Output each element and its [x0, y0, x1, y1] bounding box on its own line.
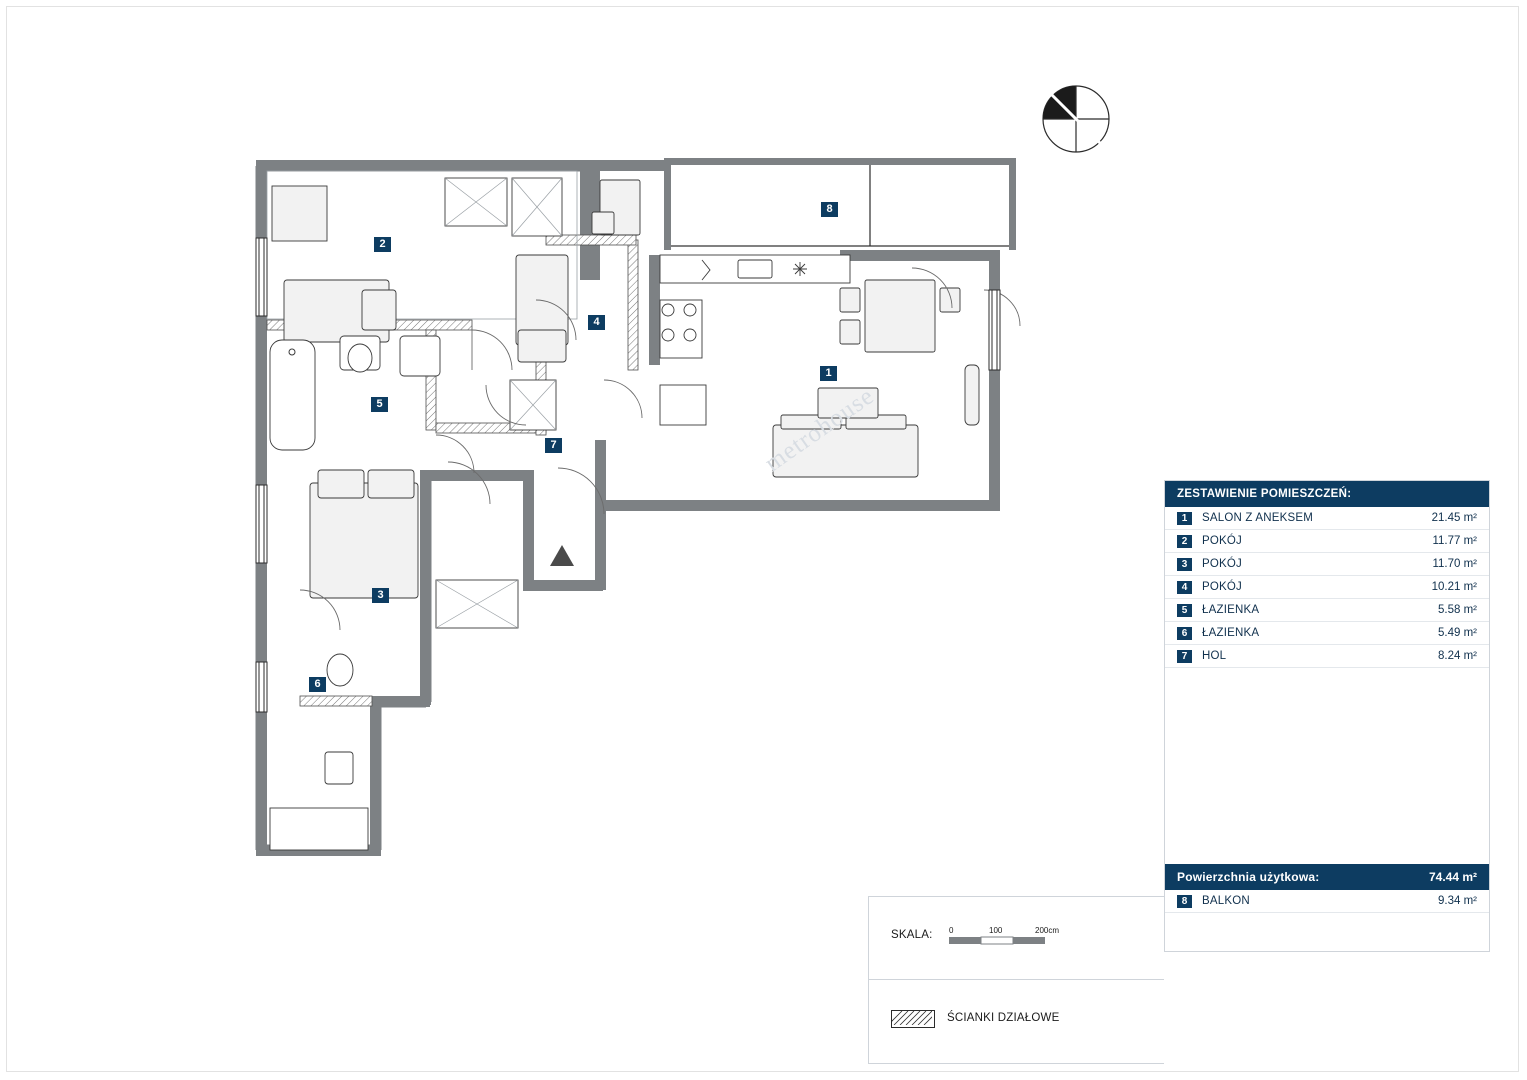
- row-number: 3: [1177, 558, 1192, 571]
- room-badge-2: 2: [374, 237, 391, 252]
- room-name: POKÓJ: [1202, 581, 1242, 593]
- room-badge-5: 5: [371, 397, 388, 412]
- room-area: 10.21 m²: [1431, 581, 1477, 593]
- room-area: 5.49 m²: [1438, 627, 1477, 639]
- table-row: [1165, 553, 1489, 576]
- room-area: 11.70 m²: [1432, 558, 1477, 570]
- room-badge-3: 3: [372, 588, 389, 603]
- room-badge-6: 6: [309, 677, 326, 692]
- row-number: 1: [1177, 512, 1192, 525]
- room-area: 5.58 m²: [1438, 604, 1477, 616]
- compass-icon: [1040, 83, 1112, 155]
- room-name: POKÓJ: [1202, 535, 1242, 547]
- watermark: metrohouse: [760, 382, 880, 478]
- hatch-pattern-swatch: [891, 1010, 935, 1028]
- table-row: [1165, 645, 1489, 668]
- balcony-row: [1165, 890, 1489, 913]
- total-area-label: Powierzchnia użytkowa:: [1177, 870, 1320, 884]
- table-row: [1165, 530, 1489, 553]
- room-area: 21.45 m²: [1431, 512, 1477, 524]
- room-name: ŁAZIENKA: [1202, 604, 1260, 616]
- row-number: 7: [1177, 650, 1192, 663]
- room-name: ŁAZIENKA: [1202, 627, 1260, 639]
- table-row: [1165, 622, 1489, 645]
- row-number: 8: [1177, 895, 1192, 908]
- row-number: 5: [1177, 604, 1192, 617]
- table-row: [1165, 599, 1489, 622]
- room-schedule-table: [1164, 480, 1490, 952]
- room-area: 11.77 m²: [1432, 535, 1477, 547]
- partition-walls-label: ŚCIANKI DZIAŁOWE: [947, 1012, 1060, 1024]
- row-number: 6: [1177, 627, 1192, 640]
- room-area: 9.34 m²: [1438, 895, 1477, 907]
- table-row: [1165, 576, 1489, 599]
- room-name: POKÓJ: [1202, 558, 1242, 570]
- scale-bar: [947, 923, 1087, 953]
- row-number: 4: [1177, 581, 1192, 594]
- room-schedule-title: ZESTAWIENIE POMIESZCZEŃ:: [1165, 481, 1489, 507]
- room-name: BALKON: [1202, 895, 1250, 907]
- room-badge-4: 4: [588, 315, 605, 330]
- room-area: 8.24 m²: [1438, 650, 1477, 662]
- scale-label: SKALA:: [891, 929, 933, 941]
- floor-plan-drawing: [240, 140, 1040, 880]
- room-badge-1: 1: [820, 366, 837, 381]
- svg-text:200cm: 200cm: [1035, 926, 1060, 935]
- svg-text:100: 100: [989, 926, 1003, 935]
- table-row: [1165, 507, 1489, 530]
- svg-text:0: 0: [949, 926, 954, 935]
- total-area-row: [1165, 864, 1489, 890]
- room-badge-8: 8: [821, 202, 838, 217]
- total-area-value: 74.44 m²: [1428, 870, 1477, 884]
- table-footer-space: [1165, 913, 1489, 951]
- partition-walls-legend: [868, 980, 1164, 1064]
- room-name: SALON Z ANEKSEM: [1202, 512, 1314, 524]
- room-name: HOL: [1202, 650, 1227, 662]
- table-empty-space: [1165, 668, 1489, 864]
- room-badge-7: 7: [545, 438, 562, 453]
- row-number: 2: [1177, 535, 1192, 548]
- scale-box: [868, 896, 1164, 980]
